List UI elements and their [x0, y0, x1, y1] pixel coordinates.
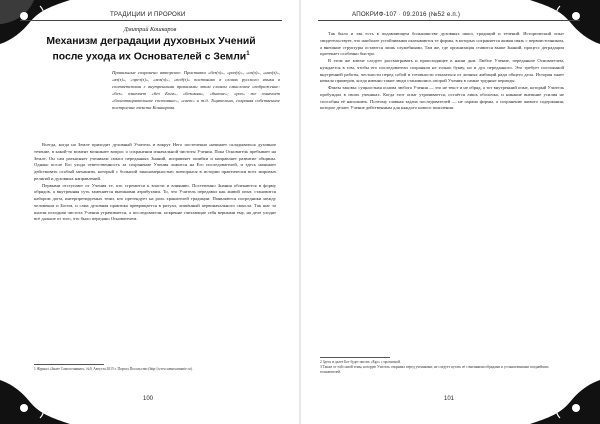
page-number: 100 — [143, 396, 154, 402]
header-rule — [318, 20, 580, 21]
body-text-right — [320, 31, 564, 353]
footnote: 2 Здесь и далее Бог будет писать «Ego» с прописной. — [320, 360, 401, 364]
body-text-left — [34, 142, 276, 352]
article-title — [36, 35, 266, 63]
article-author: Дмитрий Кошкаров — [123, 26, 177, 33]
running-head: ТРАДИЦИИ И ПРОРОКИ — [110, 11, 186, 18]
paragraph: Факты таковы: сущностная основа любого Учения — это не текст и не обряд, а тот внутренний опыт, который Учитель пробуждал в своих учениках. Когда этот опыт утрачивается, остаётся лишь оболочка, и никакие внешние усилия не способны её наполнить. Поэтому главная задача последователей — не охрана формы, а сохранение живого содержания, которое делает Учение действенным для каждого нового поколения. — [320, 85, 564, 111]
header-rule — [20, 20, 282, 21]
right-page — [300, 0, 600, 424]
epigraph: Правильные сохранено авторское. Приставки «без(з)», «раз(з)», «из(з)», «низ(з)», «вз(з)», «чрез(з)», «воз(з)», «под(з)» постоянно в словах русского языка в соответствии с внутренними правилами этим словам смысловое изображение: «без» означает «без Бога», «безимян», «бытие»; «раз» же означает «благотворительное состояние», «свет» и т.д. Тщательно, сохраняя собственное построение текста Кошкарова. — [112, 70, 280, 110]
paragraph: Всегда, когда на Земле приходит духовный Учитель и вокруг Него постепенно начинает складываться духовное течение, в какой-то момент возникает вопрос о сохранении изначальной чистоты Учения. Пока Основатель пребывает на Земле, Он сам разъясняет ученикам смысл переданных Знаний, исправляет ошибки и направляет развитие общины. Однако после Его ухода ответственность за сохранение Учения ложится на Его последователей, и здесь начинает действовать особый механизм, который с большой закономерностью повторялся в истории практически всех мировых религий и духовных направлений. — [34, 142, 276, 181]
page-number: 101 — [444, 396, 455, 402]
footnote-rule — [320, 357, 390, 358]
paragraph: В этом же ключе следует рассматривать и происходящее в наши дни. Любое Учение, переданное Основателем, нуждается в том, чтобы его последователи сохраняли не только букву, но и дух переданного. Это требует постоянной внутренней работы, честности перед собой и готовности отказаться от личных амбиций ради общего дела. История знает немало примеров, когда именно такие люди становились опорой Учения в самые трудные периоды. — [320, 58, 564, 84]
article-title-text: Механизм деградации духовных Учений после ухода их Основателей с Земли — [46, 36, 256, 63]
footnote-rule — [34, 364, 104, 365]
book-gutter — [299, 0, 301, 424]
title-footnote-mark: 1 — [246, 51, 250, 57]
footnote-list — [320, 360, 562, 375]
paragraph: Первыми отступают от Учения те, кто стремится к власти и влиянию. Постепенно Знания облекаются в форму обрядов, а внутренняя суть заменяется внешними атрибутами. То, что Учитель передавал как живой опыт, становится набором догм, интерпретируемых теми, кто претендует на роль хранителей традиции. Появляются посредники между человеком и Богом, и сама духовная практика превращается в ритуал, лишённый первоначального смысла. Так шаг за шагом исходная чистота Учения утрачивается, а последователи, искренне считающие себя верными ему, на деле уходят всё дальше от того, что было передано Основателем. — [34, 182, 276, 222]
paragraph: Так было и так есть в подавляющем большинстве духовных школ, традиций и течений. Исторический опыт свидетельствует, что наиболее устойчивыми оказываются те формы, в которых сохраняется живая связь с первоисточником, а внешние структуры остаются лишь служебными. Там же, где организация ставится выше Знаний, процесс деградации протекает особенно быстро. — [320, 31, 564, 57]
footnote: 1 Журнал «Знает Самосознание», №9, Августа 2015 г. Портал Посольство (http://www.samosoznanie.ru). — [34, 367, 193, 371]
running-head: АПОКРИФ-107 · 09.2016 (№52 е.п.) — [352, 11, 461, 18]
footnote: 3 Также от той самой темы, которую Учитель открывал перед учениками; не следует путать её с внешними обрядами и установлениями позднейших толкователей. — [320, 365, 549, 374]
